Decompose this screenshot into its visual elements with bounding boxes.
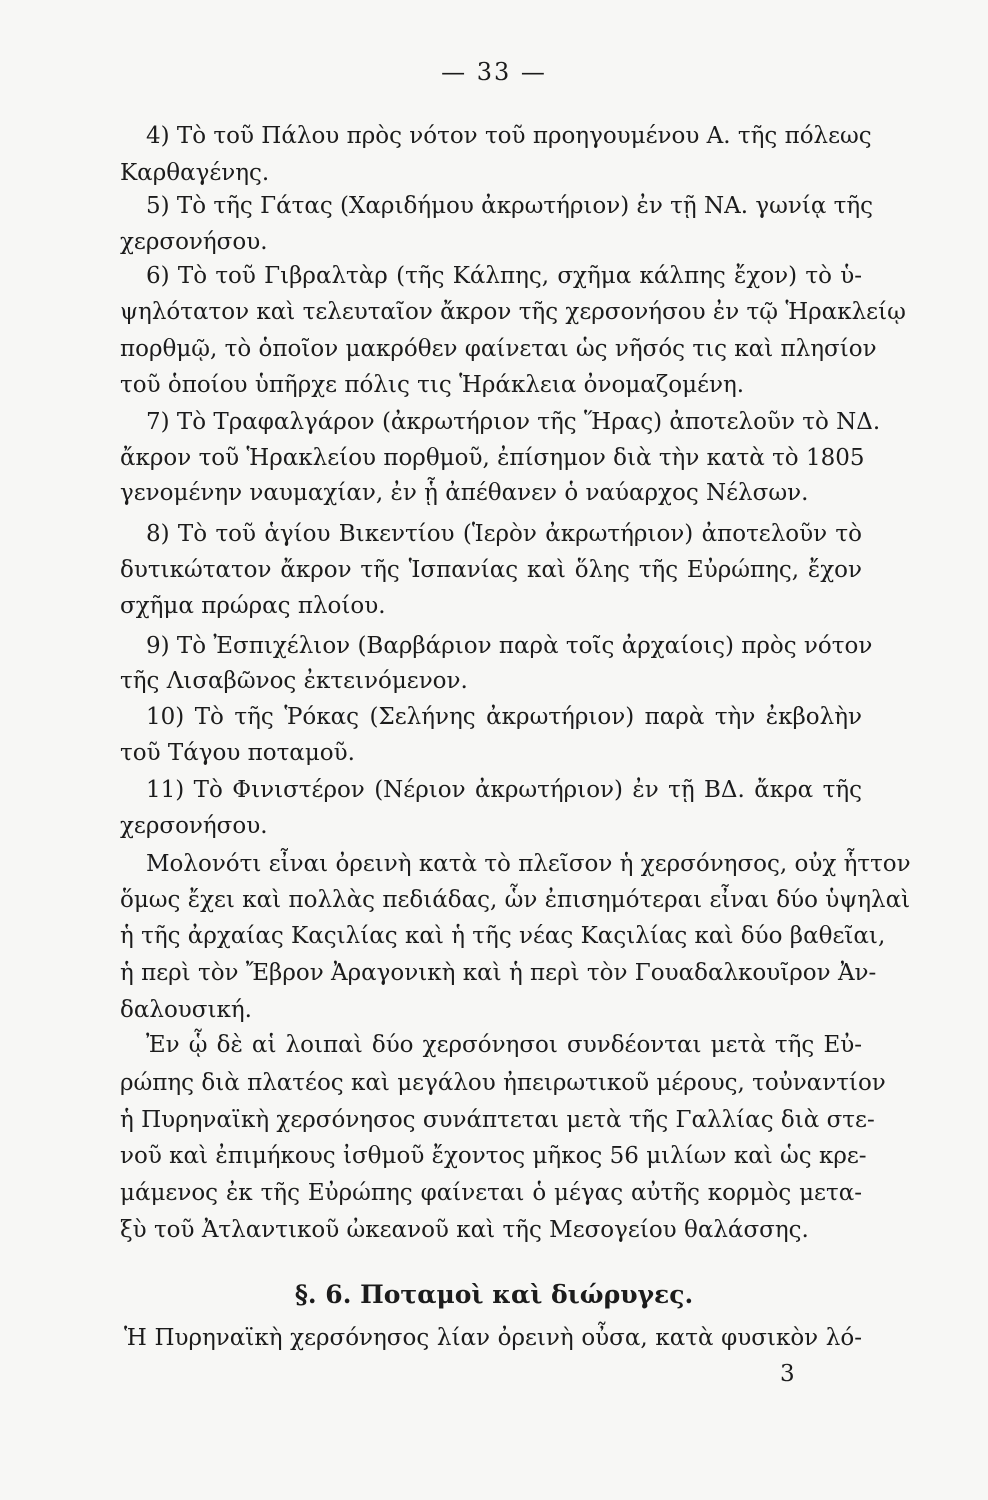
text-line: Ἡ Πυρηναϊκὴ χερσόνησος λίαν ὀρεινὴ οὖσα, κατὰ φυσικὸν λό-: [124, 1325, 862, 1351]
text-line: χερσονήσου.: [120, 229, 268, 255]
text-line: πορθμῷ, τὸ ὁποῖον μακρόθεν φαίνεται ὡς νῆσός τις καὶ πλησίον: [120, 336, 877, 362]
text-line: ἡ τῆς ἀρχαίας Καςιλίας καὶ ἡ τῆς νέας Καςιλίας καὶ δύο βαθεῖαι,: [120, 923, 886, 949]
text-line: ἡ Πυρηναϊκὴ χερσόνησος συνάπτεται μετὰ τῆς Γαλλίας διὰ στε-: [120, 1107, 875, 1133]
text-line: 7) Τὸ Τραφαλγάρον (ἀκρωτήριον τῆς Ἥρας) ἀποτελοῦν τὸ ΝΔ.: [146, 409, 881, 435]
text-line: μάμενος ἐκ τῆς Εὐρώπης φαίνεται ὁ μέγας αὐτῆς κορμὸς μετα-: [120, 1180, 862, 1206]
text-line: 8) Τὸ τοῦ ἁγίου Βικεντίου (Ἱερὸν ἀκρωτήριον) ἀποτελοῦν τὸ: [146, 521, 862, 547]
text-line: Ἐν ᾧ δὲ αἱ λοιπαὶ δύο χερσόνησοι συνδέονται μετὰ τῆς Εὐ-: [146, 1032, 862, 1058]
text-line: 4) Τὸ τοῦ Πάλου πρὸς νότον τοῦ προηγουμένου Α. τῆς πόλεως: [146, 123, 872, 149]
text-line: τοῦ Τάγου ποταμοῦ.: [120, 740, 355, 766]
text-line: 6) Τὸ τοῦ Γιβραλτὰρ (τῆς Κάλπης, σχῆμα κάλπης ἔχον) τὸ ὑ-: [146, 263, 862, 289]
signature-mark: 3: [780, 1361, 795, 1387]
text-line: ψηλότατον καὶ τελευταῖον ἄκρον τῆς χερσονήσου ἐν τῷ Ἡρακλείῳ: [120, 299, 906, 325]
text-line: δυτικώτατον ἄκρον τῆς Ἱσπανίας καὶ ὅλης τῆς Εὐρώπης, ἔχον: [120, 557, 862, 583]
text-line: χερσονήσου.: [120, 813, 268, 839]
text-line: δαλουσική.: [120, 997, 252, 1023]
text-line: γενομένην ναυμαχίαν, ἐν ᾗ ἀπέθανεν ὁ ναύαρχος Νέλσων.: [120, 480, 809, 506]
page-number: — 33 —: [441, 58, 547, 86]
text-line: 9) Τὸ Ἐσπιχέλιον (Βαρβάριον παρὰ τοῖς ἀρχαίοις) πρὸς νότον: [146, 633, 873, 659]
text-line: 5) Τὸ τῆς Γάτας (Χαριδήμου ἀκρωτήριον) ἐν τῇ ΝΑ. γωνίᾳ τῆς: [146, 193, 874, 219]
text-line: σχῆμα πρώρας πλοίου.: [120, 593, 386, 619]
text-line: ρώπης διὰ πλατέος καὶ μεγάλου ἠπειρωτικοῦ μέρους, τοὐναντίον: [120, 1070, 886, 1096]
text-line: ὅμως ἔχει καὶ πολλὰς πεδιάδας, ὧν ἐπισημότεραι εἶναι δύο ὑψηλαὶ: [120, 887, 911, 913]
text-line: τῆς Λισαβῶνος ἐκτεινόμενον.: [120, 668, 468, 694]
text-line: ἄκρον τοῦ Ἡρακλείου πορθμοῦ, ἐπίσημον διὰ τὴν κατὰ τὸ 1805: [120, 445, 865, 471]
text-line: τοῦ ὁποίου ὑπῆρχε πόλις τις Ἡράκλεια ὀνομαζομένη.: [120, 372, 745, 398]
text-line: 11) Τὸ Φινιστέρον (Νέριον ἀκρωτήριον) ἐν τῇ ΒΔ. ἄκρα τῆς: [146, 777, 862, 803]
text-line: Καρθαγένης.: [120, 160, 270, 186]
text-line: Μολονότι εἶναι ὀρεινὴ κατὰ τὸ πλεῖσον ἡ χερσόνησος, οὐχ ἧττον: [146, 851, 911, 877]
text-line: 10) Τὸ τῆς Ῥόκας (Σελήνης ἀκρωτήριον) παρὰ τὴν ἐκβολὴν: [146, 704, 862, 730]
text-line: ἡ περὶ τὸν Ἔβρον Ἀραγονικὴ καὶ ἡ περὶ τὸν Γουαδαλκουῖρον Ἀν-: [120, 960, 877, 986]
text-line: ξὺ τοῦ Ἀτλαντικοῦ ὠκεανοῦ καὶ τῆς Μεσογείου θαλάσσης.: [120, 1217, 809, 1243]
section-heading: §. 6. Ποταμοὶ καὶ διώρυγες.: [294, 1280, 694, 1309]
text-line: νοῦ καὶ ἐπιμήκους ἰσθμοῦ ἔχοντος μῆκος 56 μιλίων καὶ ὡς κρε-: [120, 1143, 867, 1169]
